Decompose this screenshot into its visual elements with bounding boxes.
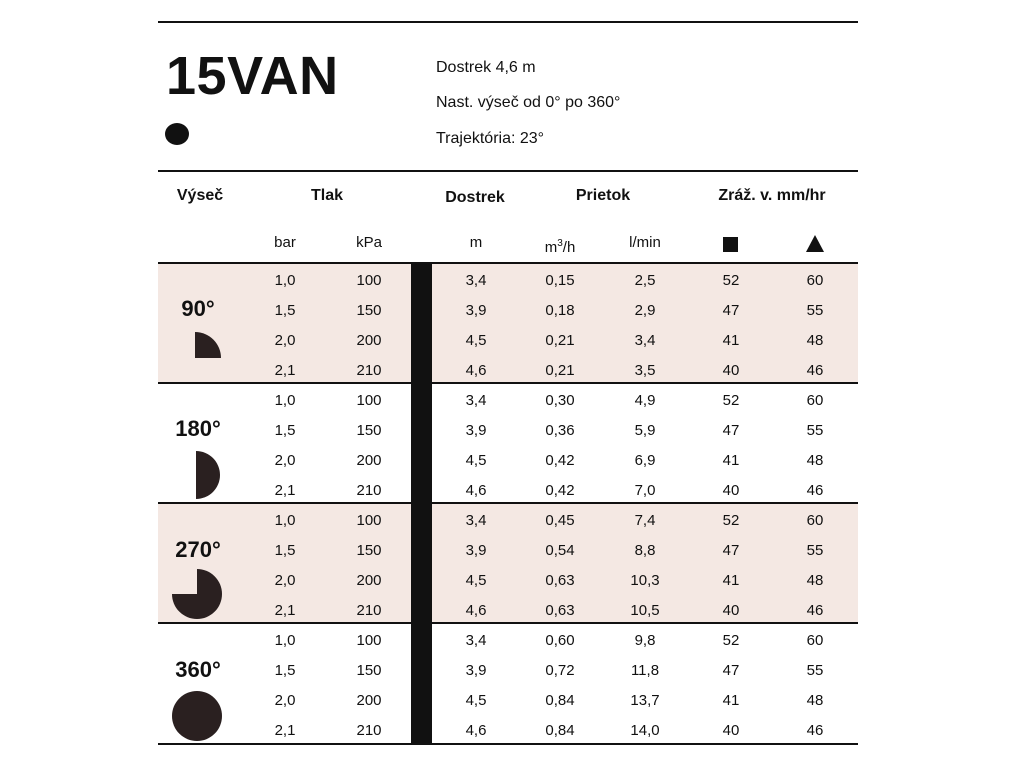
cell-bar: 2,1 bbox=[274, 482, 296, 499]
cell-flow-lmin: 11,8 bbox=[630, 662, 660, 679]
cell-bar: 1,5 bbox=[274, 662, 296, 679]
group-divider bbox=[158, 502, 858, 504]
cell-precip-square: 41 bbox=[722, 332, 740, 349]
cell-bar: 2,0 bbox=[274, 452, 296, 469]
cell-flow-lmin: 4,9 bbox=[634, 392, 656, 409]
cell-bar: 1,0 bbox=[274, 632, 296, 649]
cell-precip-square: 41 bbox=[722, 572, 740, 589]
cell-precip-square: 40 bbox=[722, 482, 740, 499]
cell-precip-triangle: 60 bbox=[806, 392, 824, 409]
cell-precip-triangle: 55 bbox=[806, 422, 824, 439]
full-circle-icon bbox=[171, 690, 223, 742]
spec-radius: Dostrek 4,6 m bbox=[436, 59, 536, 76]
cell-flow-m3h: 0,45 bbox=[545, 512, 575, 529]
cell-precip-triangle: 60 bbox=[806, 512, 824, 529]
cell-bar: 2,0 bbox=[274, 692, 296, 709]
cell-flow-m3h: 0,21 bbox=[545, 362, 575, 379]
cell-kpa: 210 bbox=[356, 602, 382, 619]
cell-flow-lmin: 10,3 bbox=[630, 572, 660, 589]
spec-trajectory: Trajektória: 23° bbox=[436, 130, 545, 147]
cell-precip-square: 47 bbox=[722, 422, 740, 439]
cell-precip-square: 47 bbox=[722, 662, 740, 679]
cell-bar: 2,0 bbox=[274, 572, 296, 589]
unit-kpa: kPa bbox=[356, 234, 382, 251]
cell-kpa: 210 bbox=[356, 362, 382, 379]
cell-flow-m3h: 0,30 bbox=[545, 392, 575, 409]
square-spacing-icon bbox=[723, 237, 738, 252]
cell-flow-lmin: 6,9 bbox=[634, 452, 656, 469]
cell-precip-triangle: 55 bbox=[806, 542, 824, 559]
cell-radius: 4,6 bbox=[465, 602, 487, 619]
cell-kpa: 200 bbox=[356, 332, 382, 349]
col-header-precip: Zráž. v. mm/hr bbox=[718, 187, 826, 204]
cell-flow-m3h: 0,42 bbox=[545, 482, 575, 499]
cell-radius: 4,5 bbox=[465, 452, 487, 469]
cell-precip-square: 41 bbox=[722, 692, 740, 709]
col-header-flow: Prietok bbox=[575, 187, 631, 204]
column-separator-bar bbox=[411, 264, 432, 745]
cell-radius: 3,4 bbox=[465, 392, 487, 409]
header-rule bbox=[158, 170, 858, 172]
cell-precip-square: 40 bbox=[722, 722, 740, 739]
cell-radius: 3,9 bbox=[465, 422, 487, 439]
col-header-radius: Dostrek bbox=[445, 189, 505, 206]
group-divider bbox=[158, 622, 858, 624]
cell-flow-m3h: 0,60 bbox=[545, 632, 575, 649]
cell-radius: 4,5 bbox=[465, 692, 487, 709]
cell-flow-m3h: 0,36 bbox=[545, 422, 575, 439]
cell-radius: 4,6 bbox=[465, 482, 487, 499]
cell-flow-lmin: 8,8 bbox=[634, 542, 656, 559]
cell-flow-m3h: 0,72 bbox=[545, 662, 575, 679]
cell-flow-m3h: 0,21 bbox=[545, 332, 575, 349]
arc-label-90: 90° bbox=[181, 296, 215, 321]
cell-precip-triangle: 48 bbox=[806, 452, 824, 469]
cell-flow-lmin: 7,0 bbox=[634, 482, 656, 499]
cell-bar: 1,5 bbox=[274, 302, 296, 319]
cell-bar: 2,1 bbox=[274, 602, 296, 619]
arc-label-270: 270° bbox=[175, 537, 221, 562]
cell-radius: 3,9 bbox=[465, 662, 487, 679]
cell-precip-square: 40 bbox=[722, 362, 740, 379]
cell-flow-m3h: 0,42 bbox=[545, 452, 575, 469]
group-band-90 bbox=[158, 264, 858, 384]
arc-label-180: 180° bbox=[175, 416, 221, 441]
cell-flow-lmin: 3,4 bbox=[634, 332, 656, 349]
cell-precip-triangle: 46 bbox=[806, 362, 824, 379]
col-header-arc: Výseč bbox=[176, 187, 224, 204]
group-band-270 bbox=[158, 504, 858, 624]
unit-bar: bar bbox=[274, 234, 296, 251]
cell-kpa: 150 bbox=[356, 662, 382, 679]
model-title: 15VAN bbox=[166, 46, 339, 106]
cell-radius: 3,4 bbox=[465, 272, 487, 289]
cell-radius: 4,5 bbox=[465, 332, 487, 349]
top-rule bbox=[158, 21, 858, 23]
cell-kpa: 210 bbox=[356, 722, 382, 739]
cell-precip-triangle: 55 bbox=[806, 302, 824, 319]
cell-flow-m3h: 0,63 bbox=[545, 602, 575, 619]
col-header-pressure: Tlak bbox=[310, 187, 344, 204]
cell-precip-triangle: 48 bbox=[806, 692, 824, 709]
cell-kpa: 100 bbox=[356, 512, 382, 529]
cell-precip-triangle: 46 bbox=[806, 602, 824, 619]
cell-kpa: 200 bbox=[356, 452, 382, 469]
cell-precip-square: 41 bbox=[722, 452, 740, 469]
cell-bar: 2,0 bbox=[274, 332, 296, 349]
cell-flow-lmin: 2,5 bbox=[634, 272, 656, 289]
cell-bar: 1,0 bbox=[274, 512, 296, 529]
cell-flow-m3h: 0,84 bbox=[545, 692, 575, 709]
half-circle-icon bbox=[196, 451, 222, 499]
cell-flow-lmin: 2,9 bbox=[634, 302, 656, 319]
cell-radius: 3,4 bbox=[465, 632, 487, 649]
cell-kpa: 150 bbox=[356, 302, 382, 319]
cell-bar: 1,5 bbox=[274, 422, 296, 439]
cell-flow-lmin: 7,4 bbox=[634, 512, 656, 529]
cell-flow-m3h: 0,18 bbox=[545, 302, 575, 319]
cell-precip-square: 40 bbox=[722, 602, 740, 619]
bottom-rule bbox=[158, 743, 858, 745]
quarter-circle-icon bbox=[195, 332, 221, 358]
cell-precip-square: 47 bbox=[722, 302, 740, 319]
unit-lmin: l/min bbox=[629, 234, 661, 251]
cell-kpa: 100 bbox=[356, 392, 382, 409]
cell-precip-triangle: 46 bbox=[806, 482, 824, 499]
cell-bar: 2,1 bbox=[274, 722, 296, 739]
cell-precip-square: 52 bbox=[722, 632, 740, 649]
cell-radius: 3,9 bbox=[465, 302, 487, 319]
cell-flow-m3h: 0,15 bbox=[545, 272, 575, 289]
three-quarter-circle-icon bbox=[172, 569, 222, 619]
cell-precip-triangle: 55 bbox=[806, 662, 824, 679]
cell-radius: 4,6 bbox=[465, 722, 487, 739]
nozzle-dot-icon bbox=[165, 123, 189, 145]
cell-flow-lmin: 13,7 bbox=[630, 692, 660, 709]
cell-kpa: 150 bbox=[356, 422, 382, 439]
cell-kpa: 200 bbox=[356, 692, 382, 709]
cell-radius: 3,4 bbox=[465, 512, 487, 529]
cell-precip-square: 47 bbox=[722, 542, 740, 559]
cell-bar: 1,0 bbox=[274, 272, 296, 289]
cell-precip-triangle: 46 bbox=[806, 722, 824, 739]
cell-flow-lmin: 14,0 bbox=[630, 722, 660, 739]
cell-bar: 1,5 bbox=[274, 542, 296, 559]
cell-kpa: 150 bbox=[356, 542, 382, 559]
group-divider bbox=[158, 382, 858, 384]
arc-label-360: 360° bbox=[175, 657, 221, 682]
cell-bar: 2,1 bbox=[274, 362, 296, 379]
spec-arc: Nast. výseč od 0° po 360° bbox=[436, 94, 621, 111]
cell-flow-m3h: 0,54 bbox=[545, 542, 575, 559]
cell-flow-lmin: 5,9 bbox=[634, 422, 656, 439]
cell-flow-lmin: 3,5 bbox=[634, 362, 656, 379]
cell-precip-square: 52 bbox=[722, 512, 740, 529]
cell-kpa: 100 bbox=[356, 632, 382, 649]
cell-precip-square: 52 bbox=[722, 272, 740, 289]
cell-flow-lmin: 9,8 bbox=[634, 632, 656, 649]
cell-kpa: 210 bbox=[356, 482, 382, 499]
unit-m: m bbox=[469, 234, 483, 251]
cell-radius: 4,5 bbox=[465, 572, 487, 589]
cell-bar: 1,0 bbox=[274, 392, 296, 409]
cell-precip-square: 52 bbox=[722, 392, 740, 409]
cell-precip-triangle: 60 bbox=[806, 272, 824, 289]
cell-kpa: 100 bbox=[356, 272, 382, 289]
cell-flow-m3h: 0,84 bbox=[545, 722, 575, 739]
cell-radius: 3,9 bbox=[465, 542, 487, 559]
cell-flow-lmin: 10,5 bbox=[630, 602, 660, 619]
cell-flow-m3h: 0,63 bbox=[545, 572, 575, 589]
unit-m3h: $m^3/h$ bbox=[544, 238, 576, 256]
table-head-rule bbox=[158, 262, 858, 264]
cell-precip-triangle: 60 bbox=[806, 632, 824, 649]
cell-precip-triangle: 48 bbox=[806, 332, 824, 349]
cell-radius: 4,6 bbox=[465, 362, 487, 379]
cell-precip-triangle: 48 bbox=[806, 572, 824, 589]
triangle-spacing-icon bbox=[806, 235, 824, 252]
cell-kpa: 200 bbox=[356, 572, 382, 589]
